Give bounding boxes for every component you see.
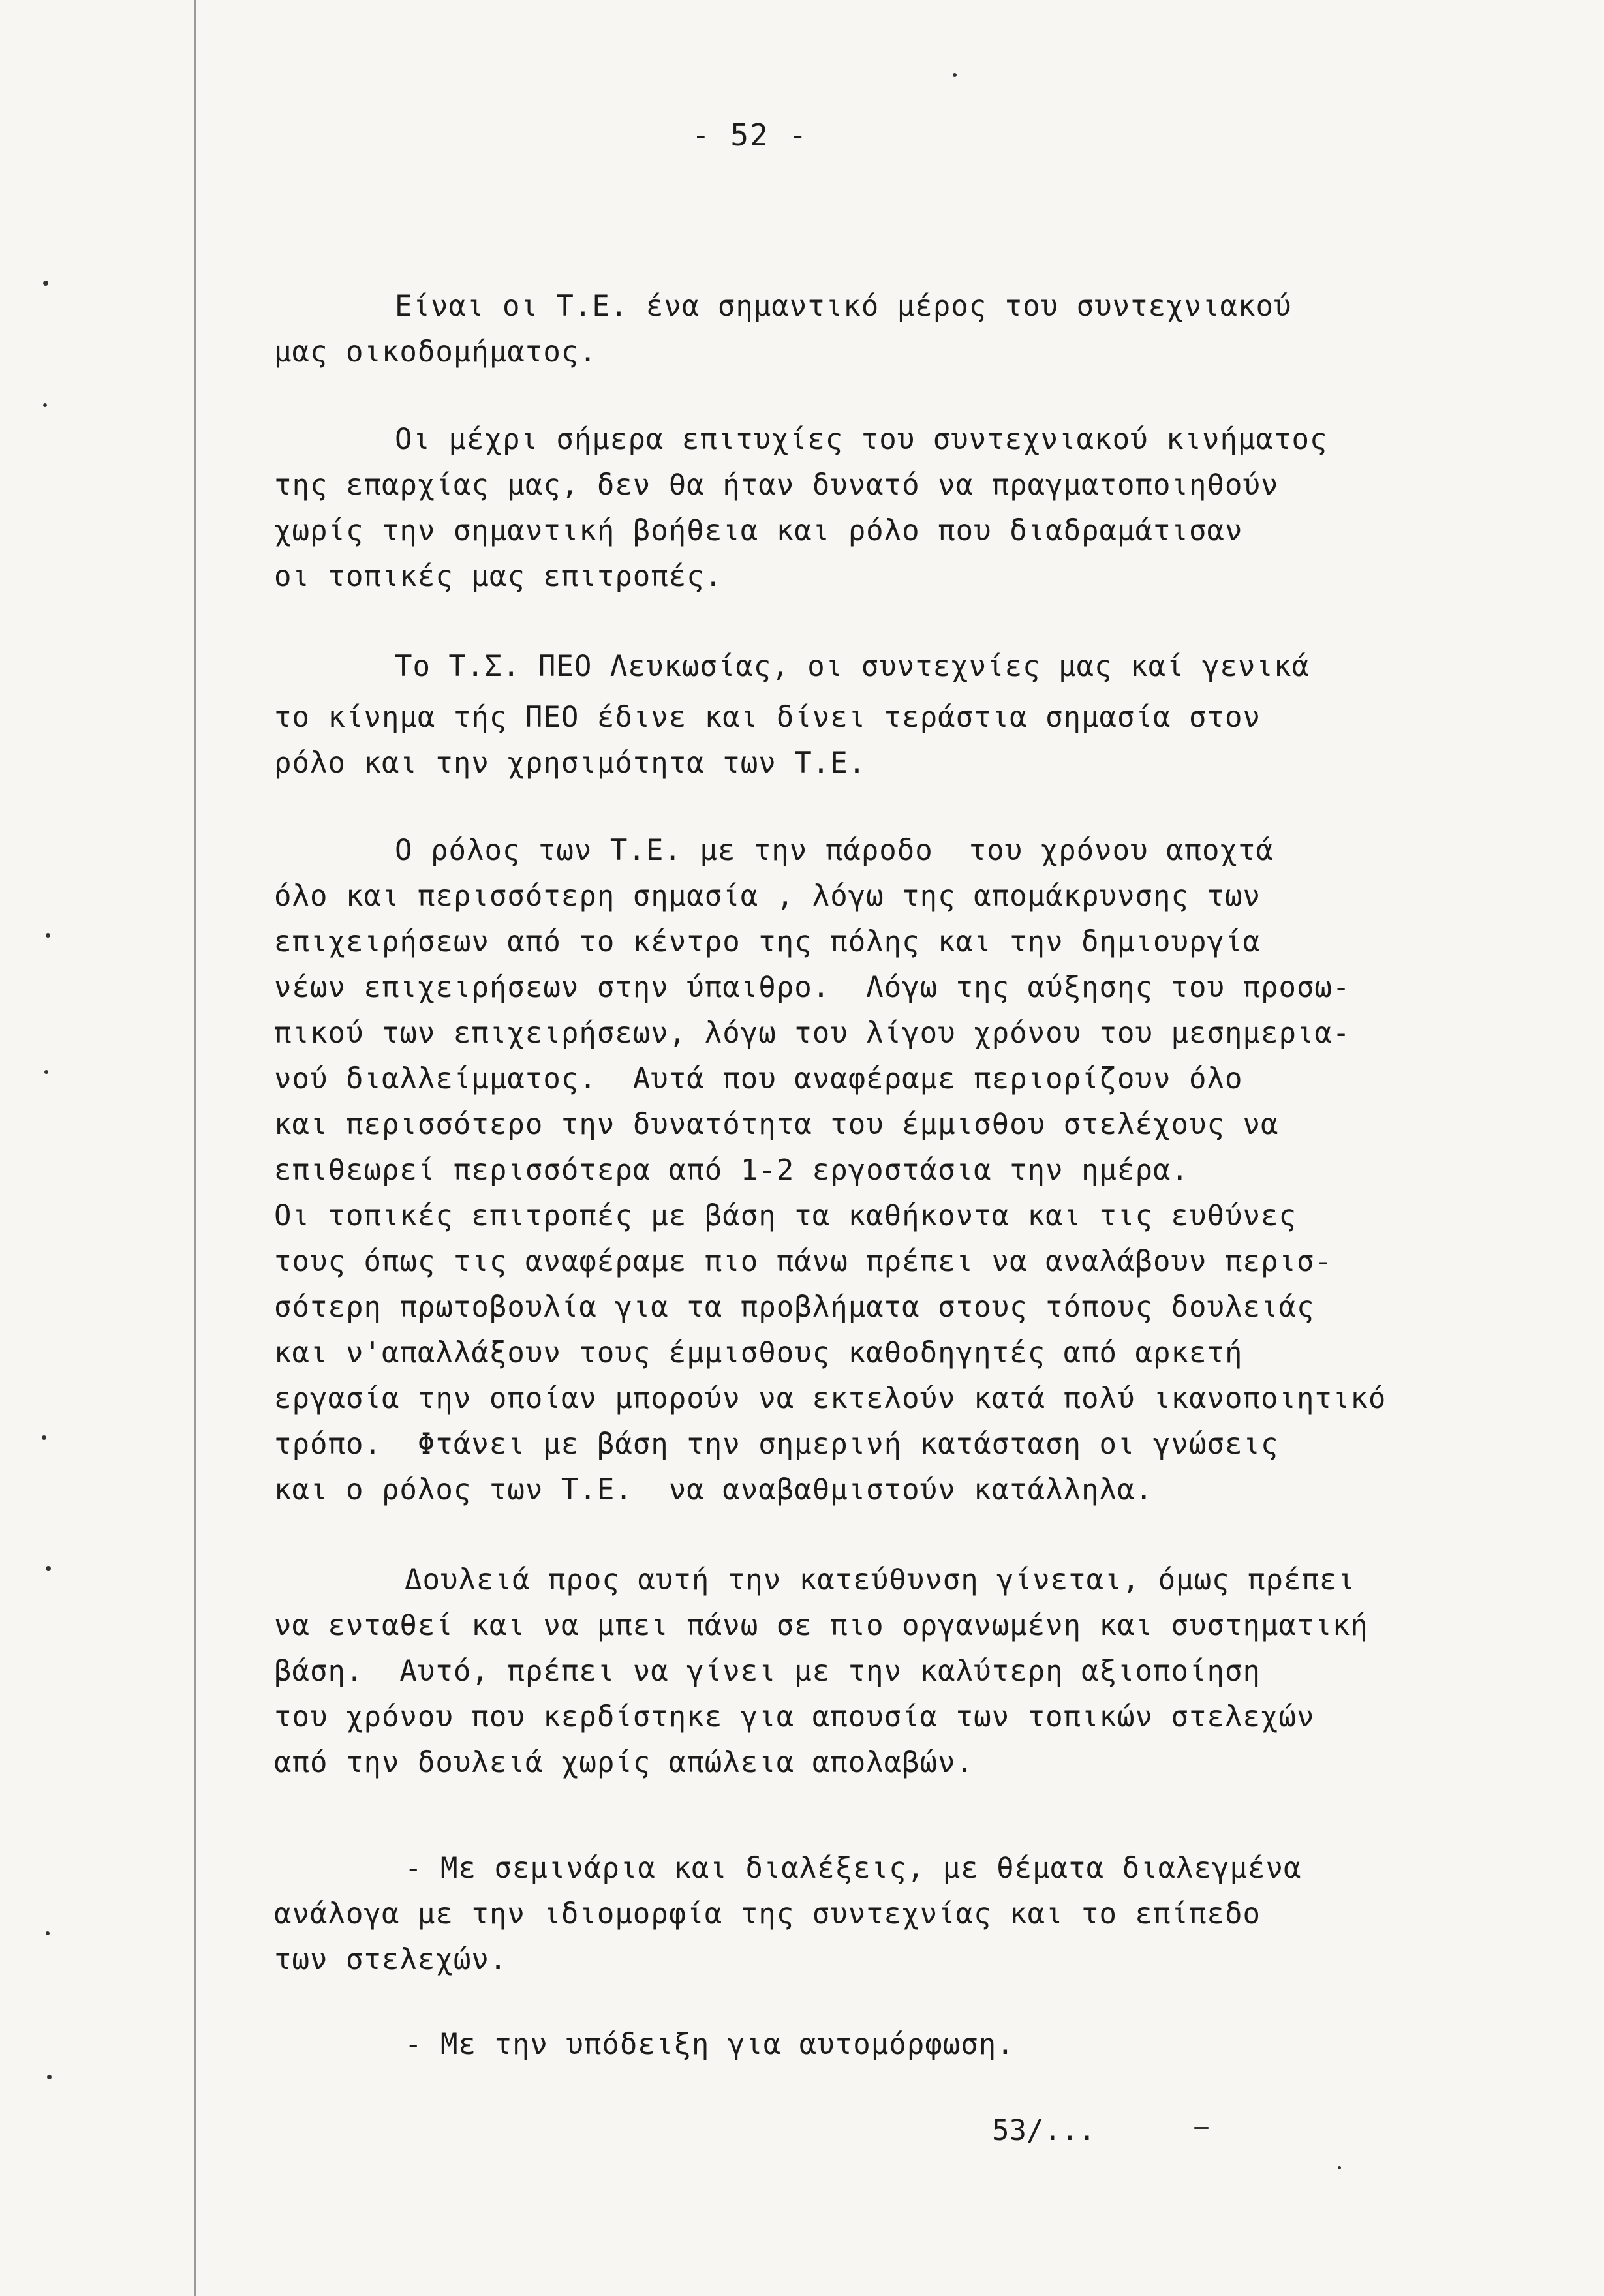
- text-line: από την δουλειά χωρίς απώλεια απολαβών.: [274, 1746, 974, 1779]
- text-line: των στελεχών.: [274, 1943, 508, 1976]
- scan-speck: [44, 1070, 48, 1074]
- text-line: και ο ρόλος των Τ.Ε. να αναβαθμιστούν κατάλληλα.: [274, 1473, 1154, 1507]
- continuation-reference: 53/...: [992, 2114, 1096, 2147]
- text-line: ανάλογα με την ιδιομορφία της συντεχνίας και το επίπεδο: [274, 1897, 1261, 1931]
- text-line: ρόλο και την χρησιμότητα των Τ.Ε.: [274, 746, 867, 780]
- scan-speck: [46, 933, 50, 938]
- scan-speck: [42, 1435, 46, 1440]
- text-line: επιχειρήσεων από το κέντρο της πόλης και την δημιουργία: [274, 925, 1261, 958]
- scan-speck: [43, 281, 48, 286]
- text-line: και ν'απαλλάξουν τους έμμισθους καθοδηγητές από αρκετή: [274, 1336, 1243, 1370]
- text-line: της επαρχίας μας, δεν θα ήταν δυνατό να πραγματοποιηθούν: [274, 468, 1279, 502]
- text-line: το κίνημα τής ΠΕΟ έδινε και δίνει τεράστια σημασία στον: [274, 701, 1261, 734]
- text-line: και περισσότερο την δυνατότητα του έμμισθου στελέχους να: [274, 1108, 1279, 1141]
- text-line: όλο και περισσότερη σημασία , λόγω της απομάκρυνσης των: [274, 880, 1261, 913]
- scan-speck: [47, 2075, 52, 2079]
- text-line: να ενταθεί και να μπει πάνω σε πιο οργανωμένη και συστηματική: [274, 1609, 1368, 1642]
- text-line: εργασία την οποίαν μπορούν να εκτελούν κατά πολύ ικανοποιητικό: [274, 1382, 1387, 1415]
- scan-speck: [953, 73, 957, 77]
- text-line: οι τοπικές μας επιτροπές.: [274, 560, 723, 593]
- text-line: Ο ρόλος των Τ.Ε. με την πάροδο του χρόνου αποχτά: [395, 834, 1274, 867]
- scan-speck: [1338, 2166, 1341, 2169]
- text-line: σότερη πρωτοβουλία για τα προβλήματα στους τόπους δουλειάς: [274, 1291, 1315, 1324]
- text-line: του χρόνου που κερδίστηκε για απουσία των τοπικών στελεχών: [274, 1700, 1315, 1734]
- text-line: χωρίς την σημαντική βοήθεια και ρόλο που διαδραμάτισαν: [274, 514, 1243, 547]
- text-line: Δουλειά προς αυτή την κατεύθυνση γίνεται, όμως πρέπει: [405, 1563, 1355, 1597]
- text-line: επιθεωρεί περισσότερα από 1-2 εργοστάσια την ημέρα.: [274, 1154, 1190, 1187]
- text-line: νού διαλλείμματος. Αυτά που αναφέραμε περιορίζουν όλο: [274, 1062, 1243, 1095]
- text-line: Οι τοπικές επιτροπές με βάση τα καθήκοντα και τις ευθύνες: [274, 1199, 1297, 1232]
- text-line: μας οικοδομήματος.: [274, 335, 597, 369]
- text-line: Οι μέχρι σήμερα επιτυχίες του συντεχνιακού κινήματος: [395, 423, 1328, 456]
- scan-speck: [46, 1931, 50, 1935]
- text-line: - Με την υπόδειξη για αυτομόρφωση.: [405, 2028, 1015, 2061]
- text-line: τρόπο. Φτάνει με βάση την σημερινή κατάσταση οι γνώσεις: [274, 1428, 1279, 1461]
- text-line: νέων επιχειρήσεων στην ύπαιθρο. Λόγω της αύξησης του προσω-: [274, 971, 1351, 1004]
- text-line: βάση. Αυτό, πρέπει να γίνει με την καλύτερη αξιοποίηση: [274, 1655, 1261, 1688]
- binding-margin-line: [194, 0, 196, 2296]
- scan-speck: [1194, 2127, 1209, 2129]
- text-line: τους όπως τις αναφέραμε πιο πάνω πρέπει να αναλάβουν περισ-: [274, 1245, 1333, 1278]
- scan-speck: [43, 403, 47, 407]
- page-number: - 52 -: [692, 117, 809, 153]
- text-line: πικού των επιχειρήσεων, λόγω του λίγου χρόνου του μεσημερια-: [274, 1017, 1351, 1050]
- text-line: Είναι οι Τ.Ε. ένα σημαντικό μέρος του συντεχνιακού: [395, 290, 1292, 323]
- text-line: Το Τ.Σ. ΠΕΟ Λευκωσίας, οι συντεχνίες μας καί γενικά: [395, 650, 1310, 683]
- scan-speck: [46, 1566, 51, 1571]
- text-line: - Με σεμινάρια και διαλέξεις, με θέματα διαλεγμένα: [405, 1852, 1302, 1885]
